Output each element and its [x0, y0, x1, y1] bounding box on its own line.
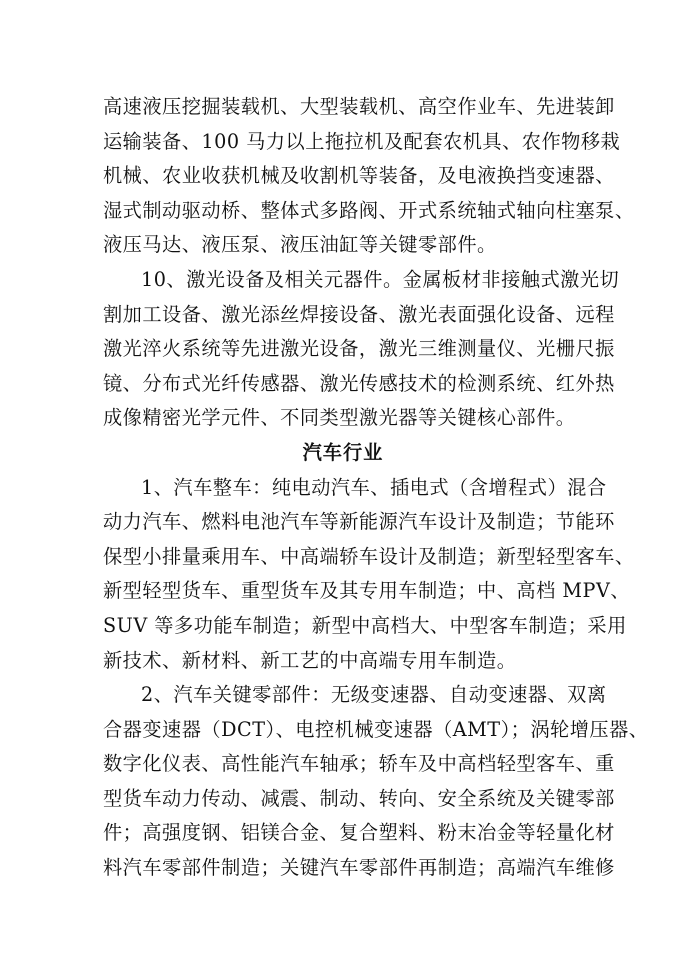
text-line: SUV 等多功能车制造；新型中高档大、中型客车制造；采用: [103, 613, 627, 637]
text-line: 料汽车零部件制造；关键汽车零部件再制造；高端汽车维修: [103, 856, 615, 880]
paragraph-laser-equipment: [103, 263, 620, 436]
text-line: 运输装备、100 马力以上拖拉机及配套农机具、农作物移栽: [103, 129, 621, 153]
text-line: 保型小排量乘用车、中高端轿车设计及制造；新型轻型客车、: [103, 544, 635, 568]
text-line: 高速液压挖掘装载机、大型装载机、高空作业车、先进装卸: [103, 95, 615, 118]
text-line: 2、汽车关键零部件：无级变速器、自动变速器、双离: [141, 683, 607, 707]
text-line: 割加工设备、激光添丝焊接设备、激光表面强化设备、远程: [103, 302, 615, 326]
text-line: 液压马达、液压泵、液压油缸等关键零部件。: [103, 233, 497, 257]
text-line: 湿式制动驱动桥、整体式多路阀、开式系统轴式轴向柱塞泵、: [103, 198, 635, 222]
text-line: 10、激光设备及相关元器件。金属板材非接触式激光切: [141, 267, 620, 291]
document-body: [103, 90, 649, 886]
text-line: 件；高强度钢、铝镁合金、复合塑料、粉末冶金等轻量化材: [103, 821, 615, 845]
text-line: 1、汽车整车：纯电动汽车、插电式（含增程式）混合: [141, 475, 607, 499]
paragraph-machinery-continued: [103, 90, 635, 263]
text-line: 激光淬火系统等先进激光设备，激光三维测量仪、光栅尺振: [103, 337, 615, 361]
paragraph-vehicles: [103, 471, 635, 679]
text-line: 新型轻型货车、重型货车及其专用车制造；中、高档 MPV、: [103, 579, 631, 603]
text-line: 数字化仪表、高性能汽车轴承；轿车及中高档轻型客车、重: [103, 752, 615, 776]
text-line: 合器变速器（DCT）、电控机械变速器（AMT）；涡轮增压器、: [103, 717, 649, 741]
text-line: 机械、农业收获机械及收割机等装备，及电液换挡变速器、: [103, 164, 615, 188]
text-line: 成像精密光学元件、不同类型激光器等关键核心部件。: [103, 406, 576, 430]
text-line: 动力汽车、燃料电池汽车等新能源汽车设计及制造；节能环: [103, 510, 615, 534]
text-line: 型货车动力传动、减震、制动、转向、安全系统及关键零部: [103, 786, 615, 810]
text-line: 新技术、新材料、新工艺的中高端专用车制造。: [103, 648, 517, 672]
paragraph-key-components: [103, 678, 649, 886]
text-line: 镜、分布式光纤传感器、激光传感技术的检测系统、红外热: [103, 371, 615, 395]
section-heading: 汽车行业: [302, 440, 384, 464]
